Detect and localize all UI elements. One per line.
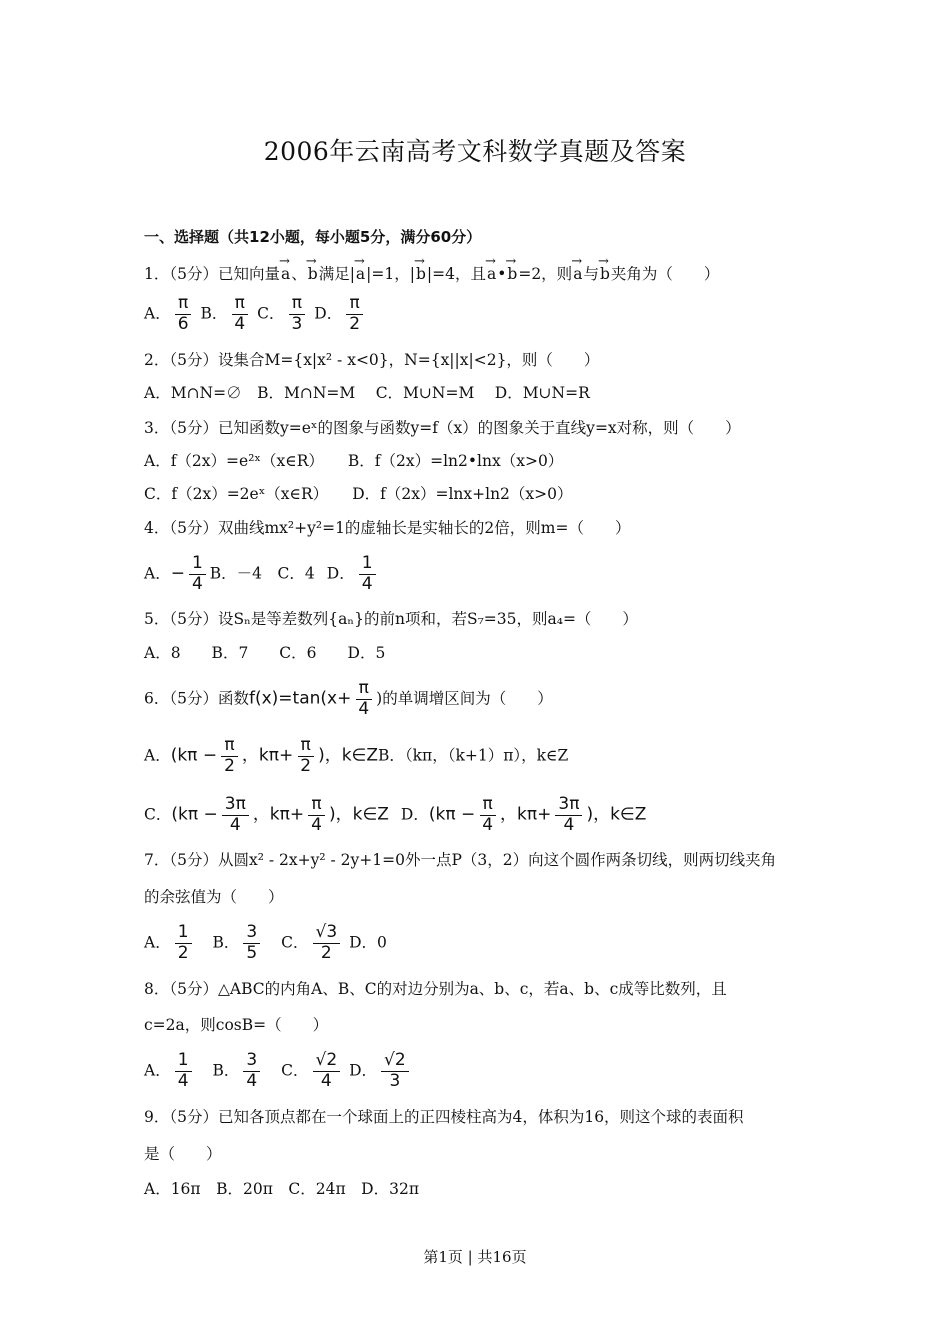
question-1-options: A． $\frac{\pi}{6}$ B． $\frac{\pi}{4}$ C． $\frac{\pi}{3}$ D． $\frac{\pi}{2}$ [144, 295, 367, 334]
question-6-options-ab: A．(kπ − $\frac{\pi}{2}$ ，kπ+ $\frac{\pi}{2}$ )，k∈ZB．（kπ，（k+1）π），k∈Z [144, 735, 569, 776]
fraction: $\frac{\pi}{2}$ [346, 295, 363, 334]
question-3-options-ab: A．f（2x）=e²ˣ（x∈R） B．f（2x）=ln2•lnx（x>0） [144, 452, 564, 470]
question-6-stem: 6．（5分）函数f(x)=tan(x+ $\frac{\pi}{4}$ )的单调增区间为（ ） [144, 678, 553, 719]
question-8-stem-line-1: 8．（5分）△ABC的内角A、B、C的对边分别为a、b、c，若a、b、c成等比数列，且 [144, 980, 727, 998]
question-5-stem: 5．（5分）设Sₙ是等差数列{aₙ}的前n项和，若S₇=35，则a₄=（ ） [144, 610, 638, 628]
fraction: $\frac{\pi}{6}$ [175, 295, 192, 334]
question-9-stem-line-1: 9．（5分）已知各顶点都在一个球面上的正四棱柱高为4，体积为16，则这个球的表面积 [144, 1108, 744, 1126]
question-7-stem-line-1: 7．（5分）从圆x² - 2x+y² - 2y+1=0外一点P（3，2）向这个圆作两条切线，则两切线夹角 [144, 851, 777, 869]
question-7-stem-line-2: 的余弦值为（ ） [144, 888, 284, 906]
section-heading: 一、选择题（共12小题，每小题5分，满分60分） [144, 228, 482, 246]
question-9-stem-line-2: 是（ ） [144, 1145, 222, 1163]
vector-a: → a [281, 260, 290, 283]
question-8-options: A． $\frac{1}{4}$ B． $\frac{3}{4}$ C． $\frac{√2}{4}$ D． $\frac{√2}{3}$ [144, 1052, 413, 1091]
question-3-stem: 3．（5分）已知函数y=eˣ的图象与函数y=f（x）的图象关于直线y=x对称，则（ ） [144, 419, 741, 437]
question-9-options: A．16π B．20π C．24π D．32π [144, 1180, 420, 1198]
question-7-options: A． $\frac{1}{2}$ B． $\frac{3}{5}$ C． $\frac{√3}{2}$ D．0 [144, 922, 387, 963]
question-1-stem: 1．（5分）已知向量→ a、→ b满足|→ a|=1，|→ b|=4，且→ a•→ b=2，则→ a与→ b夹角为（ ） [144, 260, 719, 283]
question-4-stem: 4．（5分）双曲线mx²+y²=1的虚轴长是实轴长的2倍，则m=（ ） [144, 519, 631, 537]
question-3-options-cd: C．f（2x）=2eˣ（x∈R） D．f（2x）=lnx+ln2（x>0） [144, 485, 573, 503]
fraction: $\frac{\pi}{4}$ [231, 295, 248, 334]
vector-b: → b [308, 260, 318, 283]
question-2-stem: 2．（5分）设集合M={x|x² - x<0}，N={x||x|<2}，则（ ） [144, 351, 600, 369]
question-5-options: A．8 B．7 C．6 D．5 [144, 644, 386, 662]
page-footer: 第1页 | 共16页 [423, 1248, 527, 1266]
question-6-options-cd: C．(kπ − $\frac{3\pi}{4}$ ，kπ+ $\frac{\pi}{4}$ )，k∈Z D．(kπ − $\frac{\pi}{4}$ ，kπ+ $\frac{3\pi}{4}$ )，k∈Z [144, 794, 647, 835]
question-2-options: A．M∩N=∅ B．M∩N=M C．M∪N=M D．M∪N=R [144, 384, 590, 402]
question-4-options: A．− $\frac{1}{4}$ B．－4 C．4 D． $\frac{1}{4}$ [144, 555, 380, 594]
fraction: $\frac{\pi}{3}$ [289, 295, 306, 334]
page-title: 2006年云南高考文科数学真题及答案 [263, 137, 687, 166]
question-8-stem-line-2: c=2a，则cosB=（ ） [144, 1016, 329, 1034]
